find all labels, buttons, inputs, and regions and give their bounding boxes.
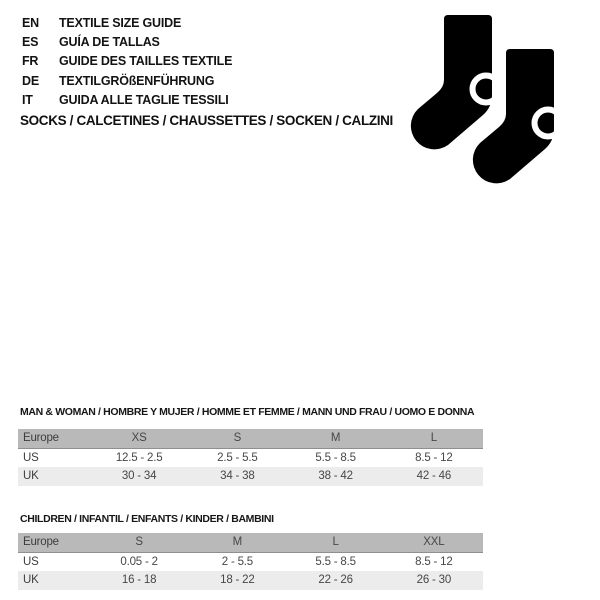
- size-value: 30 - 34: [121, 470, 157, 482]
- language-list: [22, 13, 232, 110]
- size-value: 5.5 - 8.5: [315, 555, 356, 568]
- column-header-size: L: [385, 429, 483, 448]
- adult-section-title: MAN & WOMAN / HOMBRE Y MUJER / HOMME ET FEMME / MANN UND FRAU / UOMO E DONNA: [20, 406, 475, 418]
- language-code: DE: [22, 73, 39, 88]
- guide-title-en: TEXTILE SIZE GUIDE: [59, 15, 182, 30]
- size-value: 16 - 18: [121, 574, 157, 586]
- row-label: US: [23, 451, 39, 464]
- column-header-region: Europe: [18, 533, 90, 552]
- language-row: [22, 13, 232, 32]
- column-header-size: S: [90, 533, 188, 552]
- column-header-size: S: [188, 429, 286, 448]
- table-row-uk: [18, 467, 483, 486]
- size-value: 26 - 30: [416, 574, 452, 586]
- language-row: [22, 71, 232, 90]
- size-value: 18 - 22: [220, 574, 255, 586]
- language-row: [22, 32, 232, 51]
- children-section-title: CHILDREN / INFANTIL / ENFANTS / KINDER / BAMBINI: [20, 513, 274, 525]
- adult-size-section: [18, 404, 483, 486]
- size-value: 0.05 - 2: [120, 555, 158, 568]
- table-header-row: [18, 429, 483, 448]
- size-value: 8.5 - 12: [415, 451, 453, 464]
- guide-title-es: GUÍA DE TALLAS: [59, 35, 160, 50]
- language-row: [22, 91, 232, 110]
- size-value: 2 - 5.5: [221, 555, 253, 568]
- column-header-size: XS: [90, 429, 188, 448]
- table-row-us: [18, 552, 483, 571]
- language-code: IT: [22, 93, 33, 108]
- guide-title-de: TEXTILGRÖßENFÜHRUNG: [59, 73, 215, 88]
- size-value: 2.5 - 5.5: [217, 451, 258, 464]
- column-header-size: XXL: [385, 533, 483, 552]
- row-label: UK: [23, 574, 39, 586]
- column-header-region: Europe: [18, 429, 90, 448]
- language-code: EN: [22, 15, 39, 30]
- adult-size-table: [18, 429, 483, 486]
- children-size-section: [18, 511, 483, 590]
- table-row-us: [18, 448, 483, 467]
- size-value: 12.5 - 2.5: [115, 451, 163, 464]
- size-value: 34 - 38: [220, 470, 255, 482]
- size-value: 5.5 - 8.5: [315, 451, 356, 464]
- children-size-table: [18, 533, 483, 590]
- size-value: 8.5 - 12: [415, 555, 453, 568]
- language-code: FR: [22, 54, 39, 69]
- size-value: 42 - 46: [416, 470, 452, 482]
- size-value: 22 - 26: [318, 574, 353, 586]
- column-header-size: L: [287, 533, 385, 552]
- column-header-size: M: [287, 429, 385, 448]
- guide-title-it: GUIDA ALLE TAGLIE TESSILI: [59, 93, 229, 108]
- language-row: [22, 52, 232, 71]
- language-code: ES: [22, 35, 39, 50]
- column-header-size: M: [188, 533, 286, 552]
- row-label: US: [23, 555, 39, 568]
- guide-title-fr: GUIDE DES TAILLES TEXTILE: [59, 54, 233, 69]
- table-row-uk: [18, 571, 483, 590]
- row-label: UK: [23, 470, 39, 482]
- socks-icon: [380, 0, 580, 200]
- size-value: 38 - 42: [318, 470, 353, 482]
- category-title: SOCKS / CALCETINES / CHAUSSETTES / SOCKEN / CALZINI: [20, 113, 393, 128]
- table-header-row: [18, 533, 483, 552]
